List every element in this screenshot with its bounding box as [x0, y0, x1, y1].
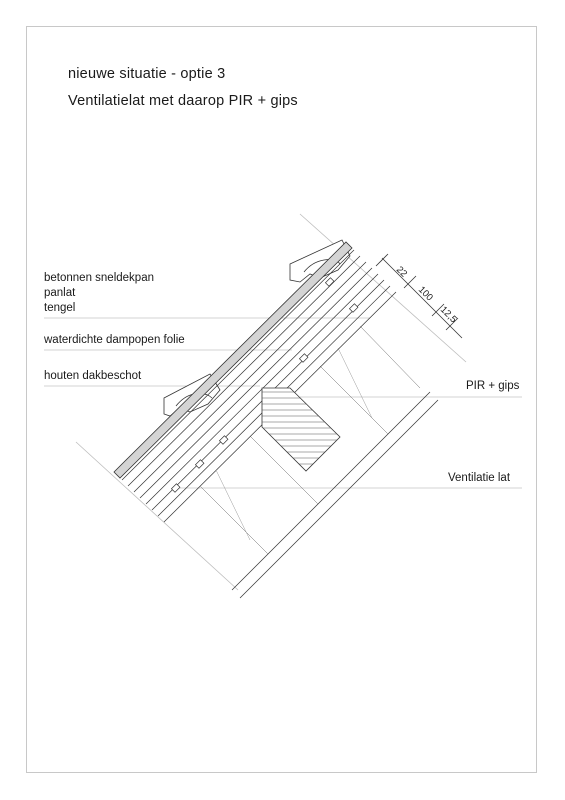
dimension-value-2: 100 — [415, 284, 435, 304]
title-line-1: nieuwe situatie - optie 3 — [68, 66, 226, 82]
batten-layers — [122, 250, 390, 516]
label-vent-batten: Ventilatie lat — [448, 472, 511, 484]
break-line-top — [300, 214, 466, 362]
dimension-tick — [376, 254, 388, 266]
title-line-2: Ventilatielat met daarop PIR + gips — [68, 93, 298, 109]
batten-block — [171, 484, 179, 492]
label-insulation: PIR + gips — [466, 380, 520, 392]
break-line-bottom — [76, 442, 238, 590]
dimension-value-3: 12,5 — [437, 304, 459, 326]
batten-block — [325, 278, 333, 286]
label-counter-batten: tengel — [44, 302, 76, 314]
dimension-value-1: 22 — [393, 264, 410, 280]
label-batten: panlat — [44, 287, 76, 299]
batten-block — [349, 304, 357, 312]
label-membrane: waterdichte dampopen folie — [44, 334, 185, 346]
dimension-line — [376, 254, 462, 338]
batten-block — [195, 460, 203, 468]
label-tile: betonnen sneldekpan — [44, 272, 154, 284]
batten-block — [219, 436, 227, 444]
batten-block — [299, 354, 307, 362]
ventilation-beam — [250, 388, 350, 471]
label-roof-deck: houten dakbeschot — [44, 370, 142, 382]
